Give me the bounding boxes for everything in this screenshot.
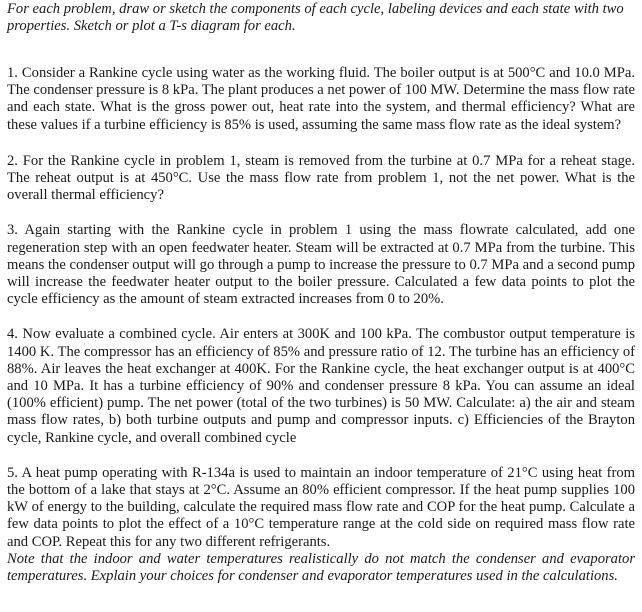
problem-5-note: Note that the indoor and water temperatures realistically do not match the condenser and evaporator temperatures. Explain your choices for condenser and evaporator temperatures used in the calculations. xyxy=(7,550,635,585)
document-page xyxy=(7,0,635,585)
problem-3: 3. Again starting with the Rankine cycle in problem 1 using the mass flowrate calculated, add one regeneration step with an open feedwater heater. Steam will be extracted at 0.7 MPa from the turbine. This means the condenser output will go through a pump to increase the pressure to 0.7 MPa and a second pump will increase the feedwater heater output to the boiler pressure. Calculated a few data points to plot the cycle efficiency as the amount of steam extracted increases from 0 to 20%. xyxy=(7,222,635,308)
instructions-text: For each problem, draw or sketch the components of each cycle, labeling devices and each state with two properties. Sketch or plot a T-s diagram for each. xyxy=(7,1,624,34)
problem-5 xyxy=(7,465,635,585)
problem-1: 1. Consider a Rankine cycle using water as the working fluid. The boiler output is at 500°C and 10.0 MPa. The condenser pressure is 8 kPa. The plant produces a net power of 100 MW. Determine the mass flow rate and each state. What is the gross power out, heat rate into the system, and thermal efficiency? What are these values if a turbine efficiency is 85% is used, assuming the same mass flow rate as the ideal system? xyxy=(7,65,635,133)
problem-4: 4. Now evaluate a combined cycle. Air enters at 300K and 100 kPa. The combustor output temperature is 1400 K. The compressor has an efficiency of 85% and pressure ratio of 12. The turbine has an efficiency of 88%. Air leaves the heat exchanger at 400K. For the Rankine cycle, the heat exchanger output is at 400°C and 10 MPa. It has a turbine efficiency of 90% and condenser pressure 8 kPa. You can assume an ideal (100% efficient) pump. The net power (total of the two turbines) is 50 MW. Calculate: a) the air and steam mass flow rates, b) both turbine outputs and pump and compressor inputs. c) Efficiencies of the Brayton cycle, Rankine cycle, and overall combined cycle xyxy=(7,326,635,446)
problem-2: 2. For the Rankine cycle in problem 1, steam is removed from the turbine at 0.7 MPa for a reheat stage. The reheat output is at 450°C. Use the mass flow rate from problem 1, not the net power. What is the overall thermal efficiency? xyxy=(7,152,635,204)
problem-5-text: 5. A heat pump operating with R-134a is used to maintain an indoor temperature of 21°C using heat from the bottom of a lake that stays at 2°C. Assume an 80% efficient compressor. If the heat pump supplies 100 kW of energy to the building, calculate the required mass flow rate and COP for the heat pump. Calculate a few data points to plot the effect of a 10°C temperature range at the cold side on required mass flow rate and COP. Repeat this for any two different refrigerants. xyxy=(7,464,635,550)
